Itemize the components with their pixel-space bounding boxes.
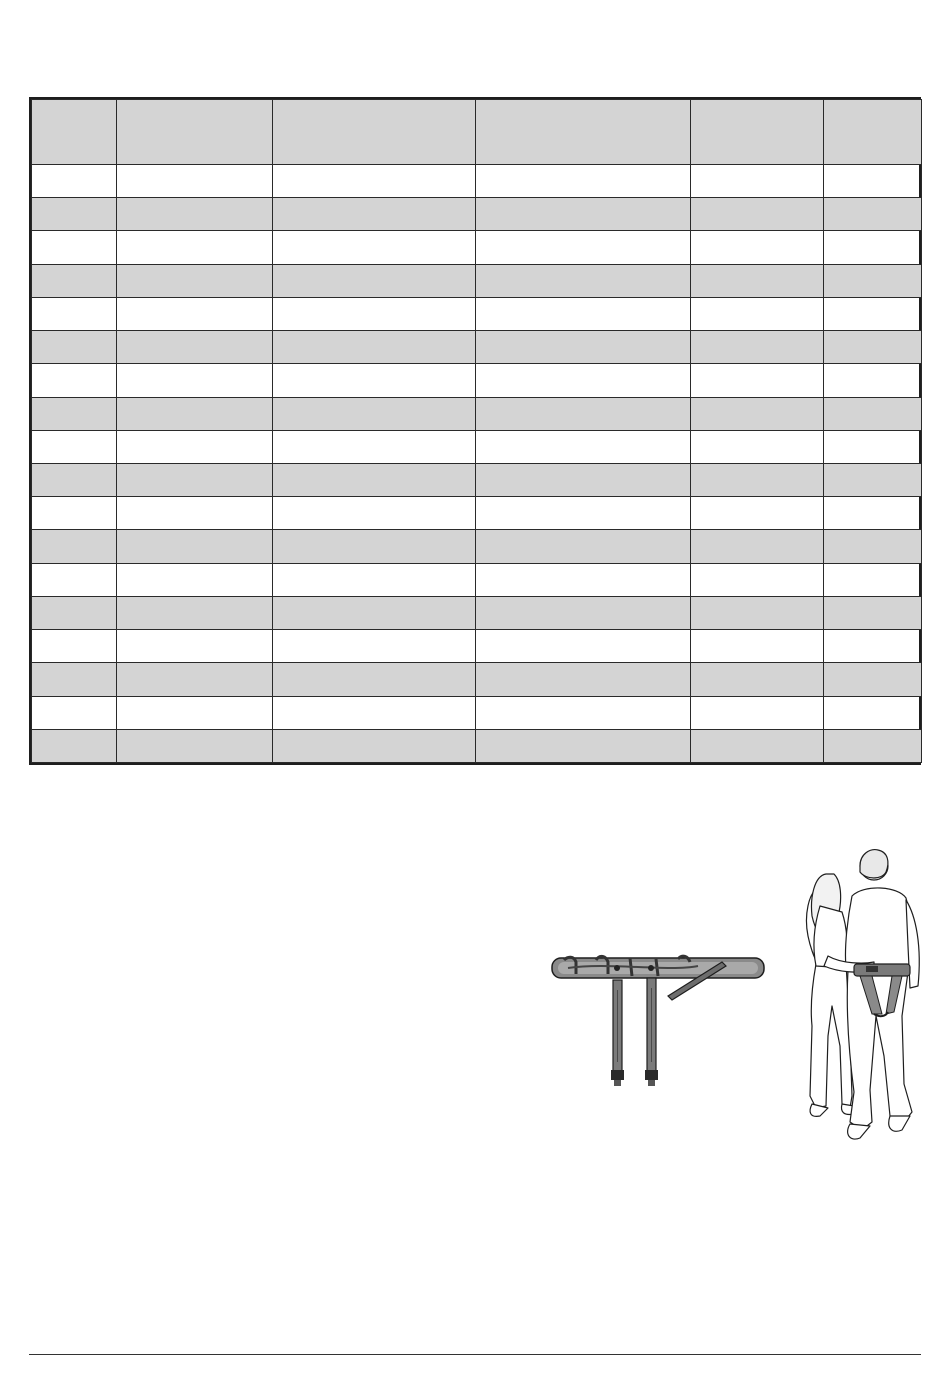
table-row [32, 497, 922, 530]
table-cell [273, 463, 476, 496]
table-cell [476, 663, 691, 696]
table-cell [691, 463, 824, 496]
table-cell [32, 530, 117, 563]
table-cell [824, 331, 922, 364]
table-cell [32, 331, 117, 364]
table-row [32, 165, 922, 198]
table-cell [476, 563, 691, 596]
table-cell [824, 231, 922, 264]
table-cell [32, 264, 117, 297]
table-cell [476, 331, 691, 364]
walking-belt-illustration [548, 950, 768, 1090]
table-cell [117, 497, 273, 530]
table-cell [32, 729, 117, 762]
table-row [32, 630, 922, 663]
table-cell [32, 297, 117, 330]
table-cell [273, 231, 476, 264]
table-cell [824, 729, 922, 762]
table-header-cell [691, 100, 824, 165]
table-cell [273, 297, 476, 330]
table-row [32, 331, 922, 364]
table-cell [476, 165, 691, 198]
table-cell [273, 497, 476, 530]
table-cell [824, 696, 922, 729]
table-cell [476, 364, 691, 397]
table-cell [476, 430, 691, 463]
table-cell [824, 264, 922, 297]
table-cell [117, 663, 273, 696]
table-cell [476, 463, 691, 496]
table-cell [824, 497, 922, 530]
table-cell [273, 630, 476, 663]
table-cell [691, 497, 824, 530]
table-cell [117, 264, 273, 297]
table-cell [691, 364, 824, 397]
table-cell [117, 729, 273, 762]
table-cell [117, 630, 273, 663]
table-row [32, 596, 922, 629]
table-row [32, 729, 922, 762]
table-row [32, 530, 922, 563]
table-cell [273, 364, 476, 397]
table-cell [117, 165, 273, 198]
table-header-cell [824, 100, 922, 165]
table-cell [273, 596, 476, 629]
table-cell [32, 497, 117, 530]
table-cell [32, 364, 117, 397]
table-cell [476, 596, 691, 629]
table-cell [476, 729, 691, 762]
table-row [32, 463, 922, 496]
table-cell [476, 397, 691, 430]
table-cell [117, 530, 273, 563]
assisted-walking-illustration [798, 846, 932, 1146]
table-cell [32, 397, 117, 430]
table-cell [824, 530, 922, 563]
table-cell [32, 696, 117, 729]
table-cell [691, 397, 824, 430]
table-cell [273, 563, 476, 596]
table-cell [32, 231, 117, 264]
table-cell [691, 696, 824, 729]
table-cell [691, 331, 824, 364]
table-cell [476, 198, 691, 231]
table-cell [476, 696, 691, 729]
table-row [32, 364, 922, 397]
table-cell [691, 530, 824, 563]
table-cell [117, 463, 273, 496]
table-cell [273, 530, 476, 563]
table-cell [117, 696, 273, 729]
table-cell [824, 297, 922, 330]
table-cell [824, 463, 922, 496]
table-row [32, 198, 922, 231]
table-cell [476, 264, 691, 297]
table-row [32, 696, 922, 729]
table-cell [691, 297, 824, 330]
table-cell [691, 729, 824, 762]
table-cell [273, 729, 476, 762]
table-cell [32, 430, 117, 463]
table-cell [32, 165, 117, 198]
table-cell [273, 331, 476, 364]
table-cell [824, 663, 922, 696]
table-cell [117, 331, 273, 364]
table-cell [476, 231, 691, 264]
table-row [32, 297, 922, 330]
table-cell [476, 530, 691, 563]
table-header-cell [117, 100, 273, 165]
table-cell [691, 264, 824, 297]
table-cell [273, 663, 476, 696]
table-cell [691, 430, 824, 463]
table-cell [691, 630, 824, 663]
table-cell [691, 198, 824, 231]
table-row [32, 264, 922, 297]
table-cell [32, 630, 117, 663]
table-cell [273, 430, 476, 463]
table-cell [691, 596, 824, 629]
table-header-cell [32, 100, 117, 165]
table-cell [32, 663, 117, 696]
table-cell [117, 430, 273, 463]
table-row [32, 231, 922, 264]
table-cell [691, 663, 824, 696]
table-row [32, 563, 922, 596]
table-cell [32, 563, 117, 596]
table-header-row [32, 100, 922, 165]
table-cell [117, 297, 273, 330]
table-cell [691, 231, 824, 264]
table-cell [273, 696, 476, 729]
specification-table [29, 97, 921, 765]
table-cell [273, 397, 476, 430]
table-cell [824, 397, 922, 430]
table-cell [117, 364, 273, 397]
table-cell [824, 563, 922, 596]
table-cell [117, 198, 273, 231]
table-cell [32, 596, 117, 629]
table-header-cell [476, 100, 691, 165]
table-cell [117, 563, 273, 596]
table-cell [691, 165, 824, 198]
table-cell [273, 165, 476, 198]
footer-divider [29, 1354, 921, 1355]
table-row [32, 397, 922, 430]
table-cell [273, 198, 476, 231]
table-cell [824, 430, 922, 463]
table-cell [476, 497, 691, 530]
table-cell [32, 198, 117, 231]
table-cell [824, 630, 922, 663]
table-cell [273, 264, 476, 297]
table-cell [32, 463, 117, 496]
table-cell [117, 231, 273, 264]
table-cell [824, 596, 922, 629]
table-row [32, 663, 922, 696]
table-cell [117, 397, 273, 430]
table-cell [476, 297, 691, 330]
table-cell [824, 165, 922, 198]
table-cell [824, 364, 922, 397]
table-row [32, 430, 922, 463]
table-header-cell [273, 100, 476, 165]
table-cell [117, 596, 273, 629]
table-cell [824, 198, 922, 231]
table-cell [691, 563, 824, 596]
table-cell [476, 630, 691, 663]
